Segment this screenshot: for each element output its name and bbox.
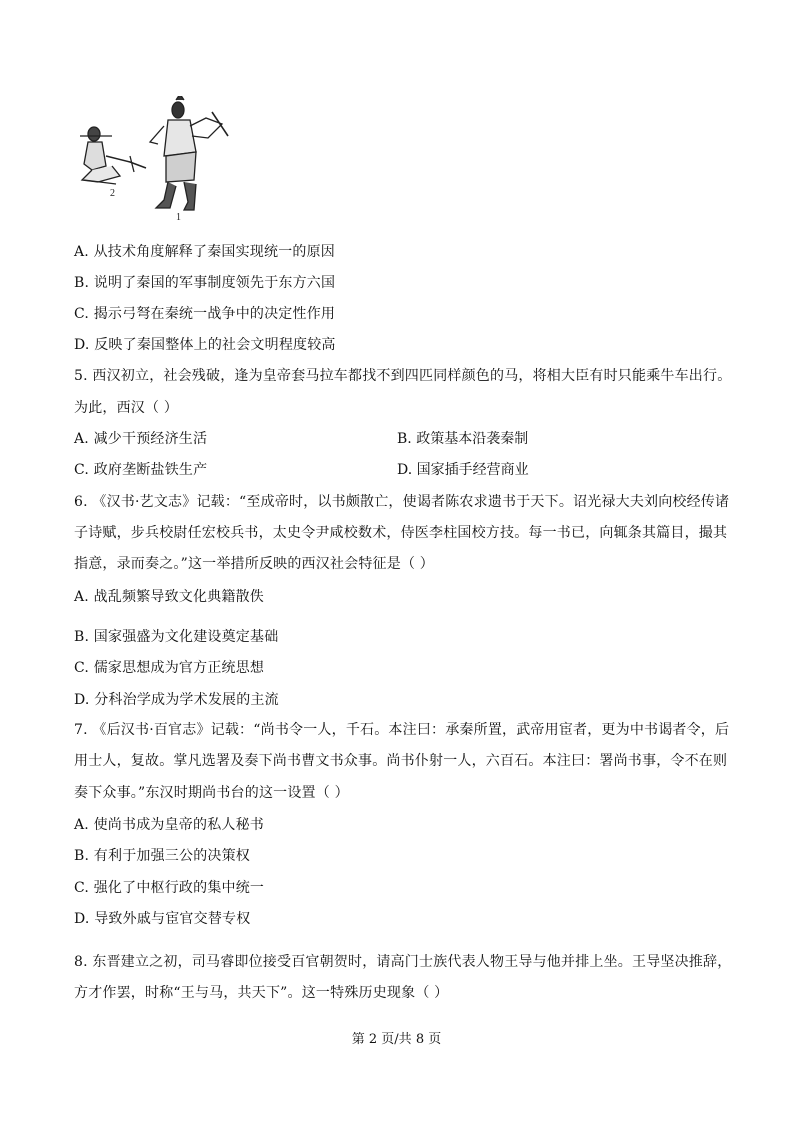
q6-option-b[interactable]: B. 国家强盛为文化建设奠定基础	[74, 629, 279, 645]
q7-stem-line-3: 奏下众事。”东汉时期尚书台的这一设置（ ）	[74, 785, 349, 801]
q7-stem-line-1: 7. 《后汉书·百官志》记载：“尚书令一人，千石。本注曰：承秦所置，武帝用宦者，更为中书谒者令，后	[74, 722, 730, 738]
q5-option-a[interactable]: A. 减少干预经济生活	[74, 431, 208, 447]
q5-option-d[interactable]: D. 国家插手经营商业	[397, 462, 529, 478]
crossbow-soldiers-image	[72, 96, 232, 222]
figure-label-2: 2	[110, 188, 115, 199]
q5-option-b[interactable]: B. 政策基本沿袭秦制	[397, 431, 529, 447]
q6-stem-line-2: 子诗赋，步兵校尉任宏校兵书，太史令尹咸校数术，侍医李柱国校方技。每一书已，向辄条其篇目，撮其	[74, 525, 728, 541]
q7-option-c[interactable]: C. 强化了中枢行政的集中统一	[74, 880, 265, 896]
crossbow-soldiers-figure	[72, 96, 232, 222]
q6-option-a[interactable]: A. 战乱频繁导致文化典籍散佚	[74, 589, 265, 605]
q5-stem-line-2: 为此，西汉（ ）	[74, 400, 179, 416]
q7-option-a[interactable]: A. 使尚书成为皇帝的私人秘书	[74, 817, 265, 833]
q6-stem-line-3: 指意，录而奏之。”这一举措所反映的西汉社会特征是（ ）	[74, 556, 435, 572]
q6-stem-line-1: 6. 《汉书·艺文志》记载：“至成帝时，以书颇散亡，使谒者陈农求遗书于天下。诏光禄大夫刘向校经传诸	[74, 494, 730, 510]
q7-option-b[interactable]: B. 有利于加强三公的决策权	[74, 848, 250, 864]
q8-stem-line-1: 8. 东晋建立之初，司马睿即位接受百官朝贺时，请高门士族代表人物王导与他并排上坐。王导坚决推辞，	[74, 954, 732, 970]
figure-label-1: 1	[176, 212, 181, 222]
q4-option-b[interactable]: B. 说明了秦国的军事制度领先于东方六国	[74, 275, 336, 291]
q5-option-c[interactable]: C. 政府垄断盐铁生产	[74, 462, 208, 478]
q7-stem-line-2: 用士人，复故。掌凡选署及奏下尚书曹文书众事。尚书仆射一人，六百石。本注曰：署尚书事，令不在则	[74, 753, 728, 769]
page-footer: 第 2 页/共 8 页	[351, 1032, 442, 1047]
q4-option-a[interactable]: A. 从技术角度解释了秦国实现统一的原因	[74, 244, 336, 260]
q8-stem-line-2: 方才作罢，时称“王与马，共天下”。这一特殊历史现象（ ）	[74, 985, 449, 1001]
q7-option-d[interactable]: D. 导致外戚与宦官交替专权	[74, 911, 251, 927]
q6-option-d[interactable]: D. 分科治学成为学术发展的主流	[74, 692, 279, 708]
q4-option-c[interactable]: C. 揭示弓弩在秦统一战争中的决定性作用	[74, 306, 336, 322]
q6-option-c[interactable]: C. 儒家思想成为官方正统思想	[74, 660, 265, 676]
q5-stem-line-1: 5. 西汉初立，社会残破，逢为皇帝套马拉车都找不到四匹同样颜色的马，将相大臣有时只能乘牛车出行。	[74, 368, 732, 384]
q4-option-d[interactable]: D. 反映了秦国整体上的社会文明程度较高	[74, 337, 336, 353]
